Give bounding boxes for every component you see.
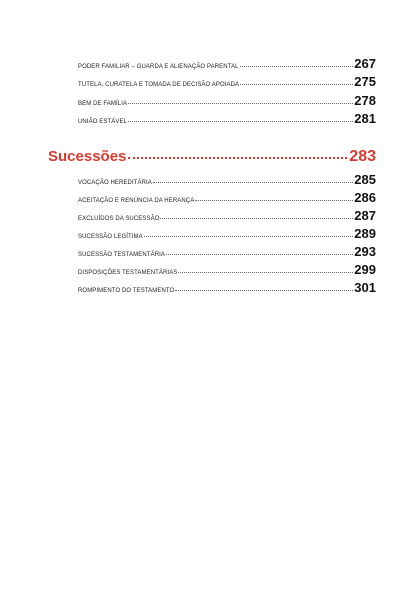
dot-leader bbox=[240, 66, 354, 67]
toc-entry-excluidos-sucessao[interactable] bbox=[78, 208, 376, 223]
dot-leader bbox=[240, 84, 353, 85]
dot-leader bbox=[153, 182, 353, 183]
dot-leader bbox=[195, 200, 353, 201]
toc-entry-label: SUCESSÃO TESTAMENTÁRIA bbox=[78, 252, 165, 258]
dot-leader bbox=[128, 103, 353, 104]
toc-entry-page: 267 bbox=[354, 56, 376, 71]
toc-entry-label: VOCAÇÃO HEREDITÁRIA bbox=[78, 180, 152, 186]
toc-entry-sucessao-testamentaria[interactable] bbox=[78, 244, 376, 259]
toc-entry-page: 301 bbox=[354, 280, 376, 295]
toc-entry-page: 281 bbox=[354, 111, 376, 126]
toc-entry-label: TUTELA, CURATELA E TOMADA DE DECISÃO APOIADA bbox=[78, 82, 240, 88]
toc-entry-disposicoes-testamentarias[interactable] bbox=[78, 262, 376, 277]
toc-entry-page: 275 bbox=[354, 74, 376, 89]
dot-leader bbox=[166, 254, 353, 255]
toc-section-label: Sucessões bbox=[48, 148, 127, 165]
toc-entry-page: 287 bbox=[354, 208, 376, 223]
toc-entry-label: EXCLUÍDOS DA SUCESSÃO bbox=[78, 216, 160, 222]
toc-entry-label: DISPOSIÇÕES TESTAMENTÁRIAS bbox=[78, 270, 178, 276]
toc-entry-page: 286 bbox=[354, 190, 376, 205]
toc-entry-label: SUCESSÃO LEGÍTIMA bbox=[78, 234, 143, 240]
toc-entry-tutela-curatela[interactable] bbox=[78, 74, 376, 89]
toc-entry-uniao-estavel[interactable] bbox=[78, 111, 376, 126]
toc-entry-page: 285 bbox=[354, 172, 376, 187]
dot-leader bbox=[144, 236, 354, 237]
toc-entry-label: PODER FAMILIAR – GUARDA E ALIENAÇÃO PARENTAL bbox=[78, 64, 239, 70]
toc-entry-label: BEM DE FAMÍLIA bbox=[78, 101, 128, 107]
toc-entry-label: ROMPIMENTO DO TESTAMENTO bbox=[78, 288, 175, 294]
dot-leader bbox=[160, 218, 353, 219]
toc-section-page: 283 bbox=[349, 148, 376, 165]
dot-leader bbox=[175, 290, 353, 291]
toc-entry-poder-familiar[interactable] bbox=[78, 56, 376, 71]
toc-entry-aceitacao-renuncia[interactable] bbox=[78, 190, 376, 205]
toc-entry-page: 299 bbox=[354, 262, 376, 277]
toc-entry-page: 278 bbox=[354, 93, 376, 108]
toc-section-sucessoes[interactable] bbox=[48, 148, 376, 166]
toc-entry-label: UNIÃO ESTÁVEL bbox=[78, 119, 127, 125]
dot-leader bbox=[128, 121, 353, 122]
toc-entry-sucessao-legitima[interactable] bbox=[78, 226, 376, 241]
toc-entry-label: ACEITAÇÃO E RENÚNCIA DA HERANÇA bbox=[78, 198, 195, 204]
toc-entry-page: 293 bbox=[354, 244, 376, 259]
dot-leader bbox=[178, 272, 353, 273]
toc-entry-page: 289 bbox=[354, 226, 376, 241]
toc-entry-rompimento-testamento[interactable] bbox=[78, 280, 376, 295]
dot-leader bbox=[128, 157, 347, 159]
toc-entry-bem-de-familia[interactable] bbox=[78, 93, 376, 108]
toc-entry-vocacao-hereditaria[interactable] bbox=[78, 172, 376, 187]
